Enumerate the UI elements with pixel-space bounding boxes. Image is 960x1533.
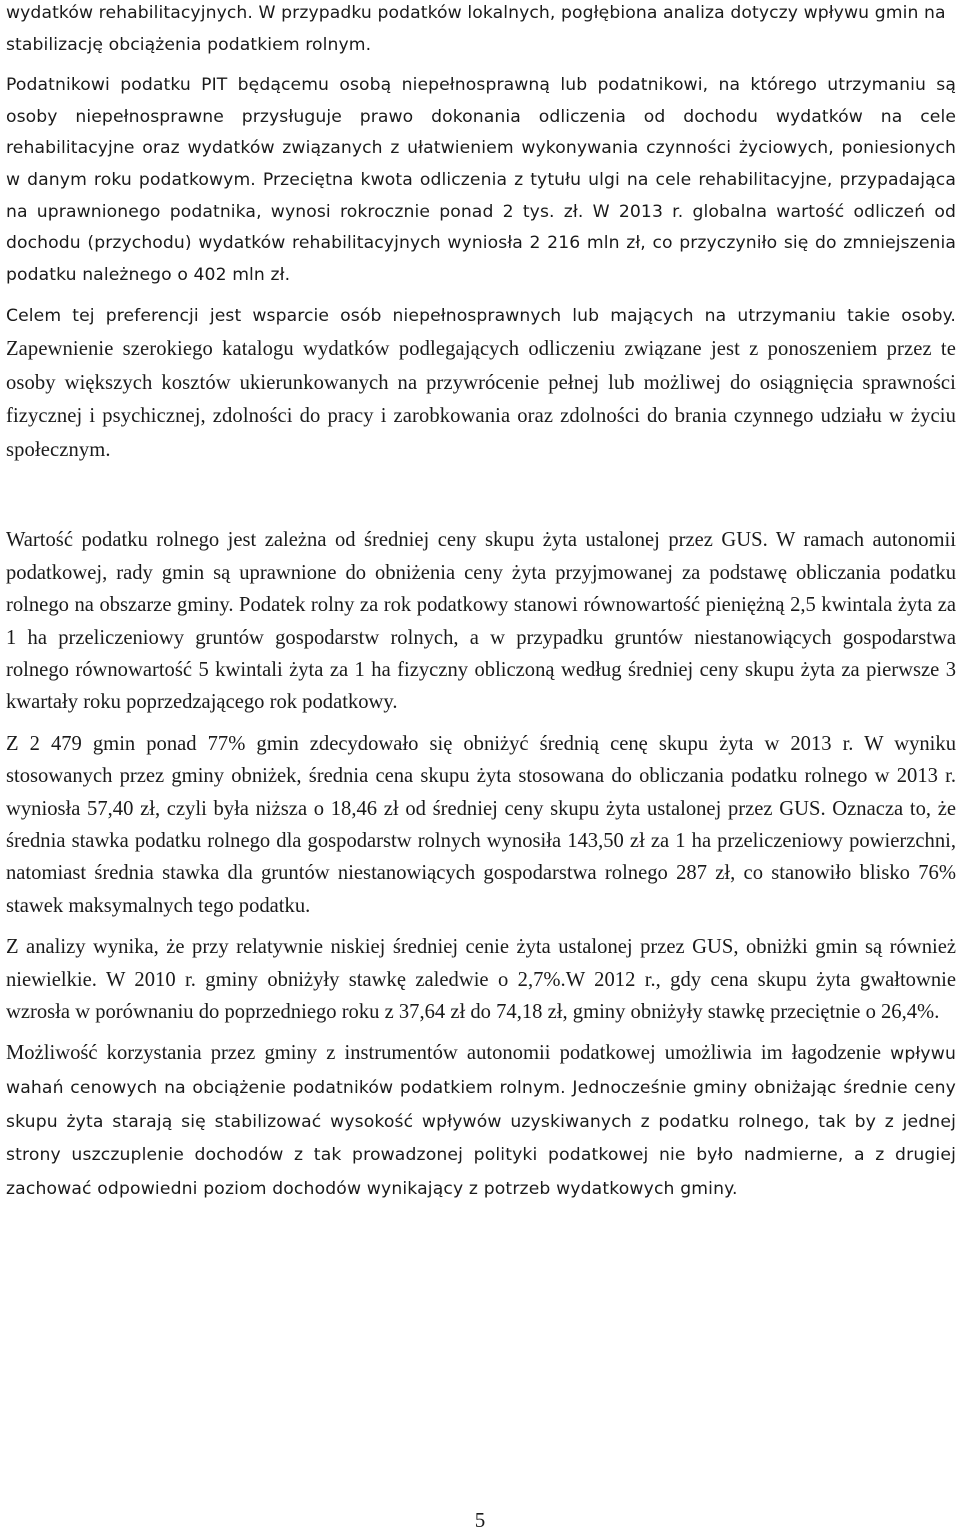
relief-purpose-sentence: Celem tej preferencji jest wsparcie osób niepełnosprawnych lub mających na utrzymaniu takie osoby. xyxy=(6,306,956,327)
paragraph-agricultural-tax: Wartość podatku rolnego jest zależna od średniej ceny skupu żyta ustalonej przez GUS. W ramach autonomii podatkowej, rady gmin są uprawnione do obniżenia ceny żyta przyjmowanej za podstawę obliczania podatku rolnego na obszarze gminy. Podatek rolny za rok podatkowy stanowi równowartość pieniężną 2,5 kwintala żyta za 1 ha przeliczeniowy gruntów gospodarstw rolnych, a w przypadku gruntów niestanowiących gospodarstwa rolnego równowartość 5 kwintali żyta za 1 ha fizyczny obliczoną według średniej ceny skupu żyta za pierwsze 3 kwartały roku poprzedzającego rok podatkowy. xyxy=(6,529,956,714)
paragraph-relief-purpose xyxy=(6,301,956,467)
paragraph-intro: wydatków rehabilitacyjnych. W przypadku podatków lokalnych, pogłębiona analiza dotyczy wpływu gmin na stabilizację obciążenia podatkiem rolnym. xyxy=(6,3,946,55)
paragraph-autonomy-instruments xyxy=(6,1037,956,1205)
relief-catalogue-sentence: Zapewnienie szerokiego katalogu wydatków podlegających odliczeniu związane jest z ponoszeniem przez te osoby większych kosztów ukierunkowanych na przywrócenie pełnej lub możliwej do osiągnięcia sprawności fizycznej i psychicznej, zdolności do pracy i zarobkowania oraz zdolności do brania czynnego udziału w życiu społecznym. xyxy=(6,337,956,461)
paragraph-analysis: Z analizy wynika, że przy relatywnie niskiej średniej cenie żyta ustalonej przez GUS, obniżki gmin są również niewielkie. W 2010 r. gminy obniżyły stawkę zaledwie o 2,7%.W 2012 r., gdy cena skupu żyta gwałtownie wzrosła w porównaniu do poprzedniego roku z 37,64 zł do 74,18 zł, gminy obniżyły stawkę przeciętnie o 26,4%. xyxy=(6,936,956,1023)
autonomy-first-line: Możliwość korzystania przez gminy z instrumentów autonomii podatkowej umożliwia im łagodzenie xyxy=(6,1042,881,1065)
page-number: 5 xyxy=(474,1508,486,1532)
paragraph-rye-price-reduction: Z 2 479 gmin ponad 77% gmin zdecydowało się obniżyć średnią cenę skupu żyta w 2013 r. W wyniku stosowanych przez gminy obniżek, średnia cena skupu żyta stosowana do obliczania podatku rolnego w 2013 r. wyniosła 57,40 zł, czyli była niższa o 18,46 zł od średniej ceny skupu żyta ustalonej przez GUS. Oznacza to, że średnia stawka podatku rolnego dla gospodarstw rolnych wynosiła 143,50 zł za 1 ha przeliczeniowy powierzchni, natomiast średnia stawka dla gruntów niestanowiących gospodarstwa rolnego 287 zł, co stanowiło blisko 76% stawek maksymalnych tego podatku. xyxy=(6,732,956,917)
autonomy-continuation: wpływu wahań cenowych na obciążenie podatników podatkiem rolnym. Jednocześnie gminy obniżając średnie ceny skupu żyta starają się stabilizować wysokość wpływów uzyskiwanych z podatku rolnego, tak by z jednej strony uszczuplenie dochodów z tak prowadzonej polityki podatkowej nie było nadmierne, a z drugiej zachować odpowiedni poziom dochodów wynikający z potrzeb wydatkowych gminy. xyxy=(6,1044,956,1199)
paragraph-pit-relief: Podatnikowi podatku PIT będącemu osobą niepełnosprawną lub podatnikowi, na którego utrzymaniu są osoby niepełnosprawne przysługuje prawo dokonania odliczenia od dochodu wydatków na cele rehabilitacyjne oraz wydatków związanych z ułatwieniem wykonywania czynności życiowych, poniesionych w danym roku podatkowym. Przeciętna kwota odliczenia z tytułu ulgi na cele rehabilitacyjne, przypadająca na uprawnionego podatnika, wynosi rokrocznie ponad 2 tys. zł. W 2013 r. globalna wartość odliczeń od dochodu (przychodu) wydatków rehabilitacyjnych wyniosła 2 216 mln zł, co przyczyniło się do zmniejszenia podatku należnego o 402 mln zł. xyxy=(6,75,956,285)
document-page xyxy=(6,0,956,1205)
